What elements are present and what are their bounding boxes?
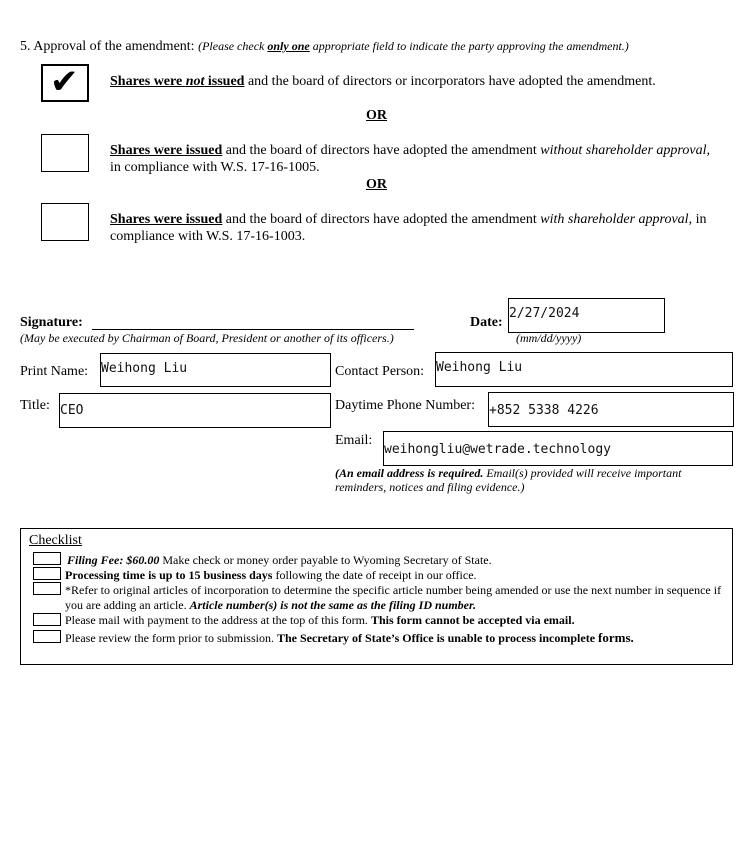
title-label: Title: <box>20 398 50 413</box>
section-title: 5. Approval of the amendment: <box>20 39 195 54</box>
checklist-checkbox-4[interactable] <box>33 613 61 626</box>
section-header <box>20 39 629 55</box>
date-format-hint: (mm/dd/yyyy) <box>516 331 582 345</box>
phone-input[interactable]: +852 5338 4226 <box>488 392 734 427</box>
option-2-text: Shares were issued and the board of directors have adopted the amendment without shareholder approval, in compliance with W.S. 17-16-1005. <box>110 143 710 175</box>
checklist-item-4: Please mail with payment to the address at the top of this form. This form cannot be accepted via email. <box>65 613 575 627</box>
signature-note: (May be executed by Chairman of Board, President or another of its officers.) <box>20 331 394 345</box>
phone-label: Daytime Phone Number: <box>335 398 475 413</box>
date-label: Date: <box>470 315 503 330</box>
option-3-text: Shares were issued and the board of directors have adopted the amendment with shareholder approval, in compliance with W.S. 17-16-1003. <box>110 212 707 244</box>
print-name-input[interactable]: Weihong Liu <box>100 353 331 387</box>
option-2-checkbox[interactable] <box>41 134 89 172</box>
email-note: (An email address is required. Email(s) provided will receive important reminders, notices and filing evidence.) <box>335 466 682 494</box>
option-1-text: Shares were not issued and the board of directors or incorporators have adopted the amendment. <box>110 74 656 89</box>
email-input[interactable]: weihongliu@wetrade.technology <box>383 431 733 466</box>
checklist-item-2: Processing time is up to 15 business days following the date of receipt in our office. <box>65 568 477 582</box>
checklist-checkbox-1[interactable] <box>33 552 61 565</box>
checklist-checkbox-2[interactable] <box>33 567 61 580</box>
date-input[interactable]: 2/27/2024 <box>508 298 665 333</box>
option-1-checkbox[interactable] <box>41 64 89 102</box>
checklist-checkbox-3[interactable] <box>33 582 61 595</box>
checklist-item-5: Please review the form prior to submission. The Secretary of State’s Office is unable to process incomplete forms. <box>65 630 634 645</box>
checklist-title: Checklist <box>29 533 82 548</box>
signature-label: Signature: <box>20 315 83 330</box>
email-label: Email: <box>335 433 373 448</box>
checklist-checkbox-5[interactable] <box>33 630 61 643</box>
print-name-label: Print Name: <box>20 364 89 379</box>
signature-line[interactable] <box>92 329 414 330</box>
or-divider-1: OR <box>366 108 387 123</box>
option-3-checkbox[interactable] <box>41 203 89 241</box>
contact-person-input[interactable]: Weihong Liu <box>435 352 733 387</box>
section-instruction: (Please check only one appropriate field to indicate the party approving the amendment.) <box>198 39 629 53</box>
contact-person-label: Contact Person: <box>335 364 425 379</box>
checklist-item-3: *Refer to original articles of incorporation to determine the specific article number being amended or use the next number in sequence if you are adding an article. Article number(s) is not the same as the filing ID number. <box>65 583 722 612</box>
check-mark-icon: ✔ <box>50 62 79 102</box>
title-input[interactable]: CEO <box>59 393 331 428</box>
checklist-item-1: Filing Fee: $60.00 Make check or money order payable to Wyoming Secretary of State. <box>67 553 492 567</box>
or-divider-2: OR <box>366 177 387 192</box>
